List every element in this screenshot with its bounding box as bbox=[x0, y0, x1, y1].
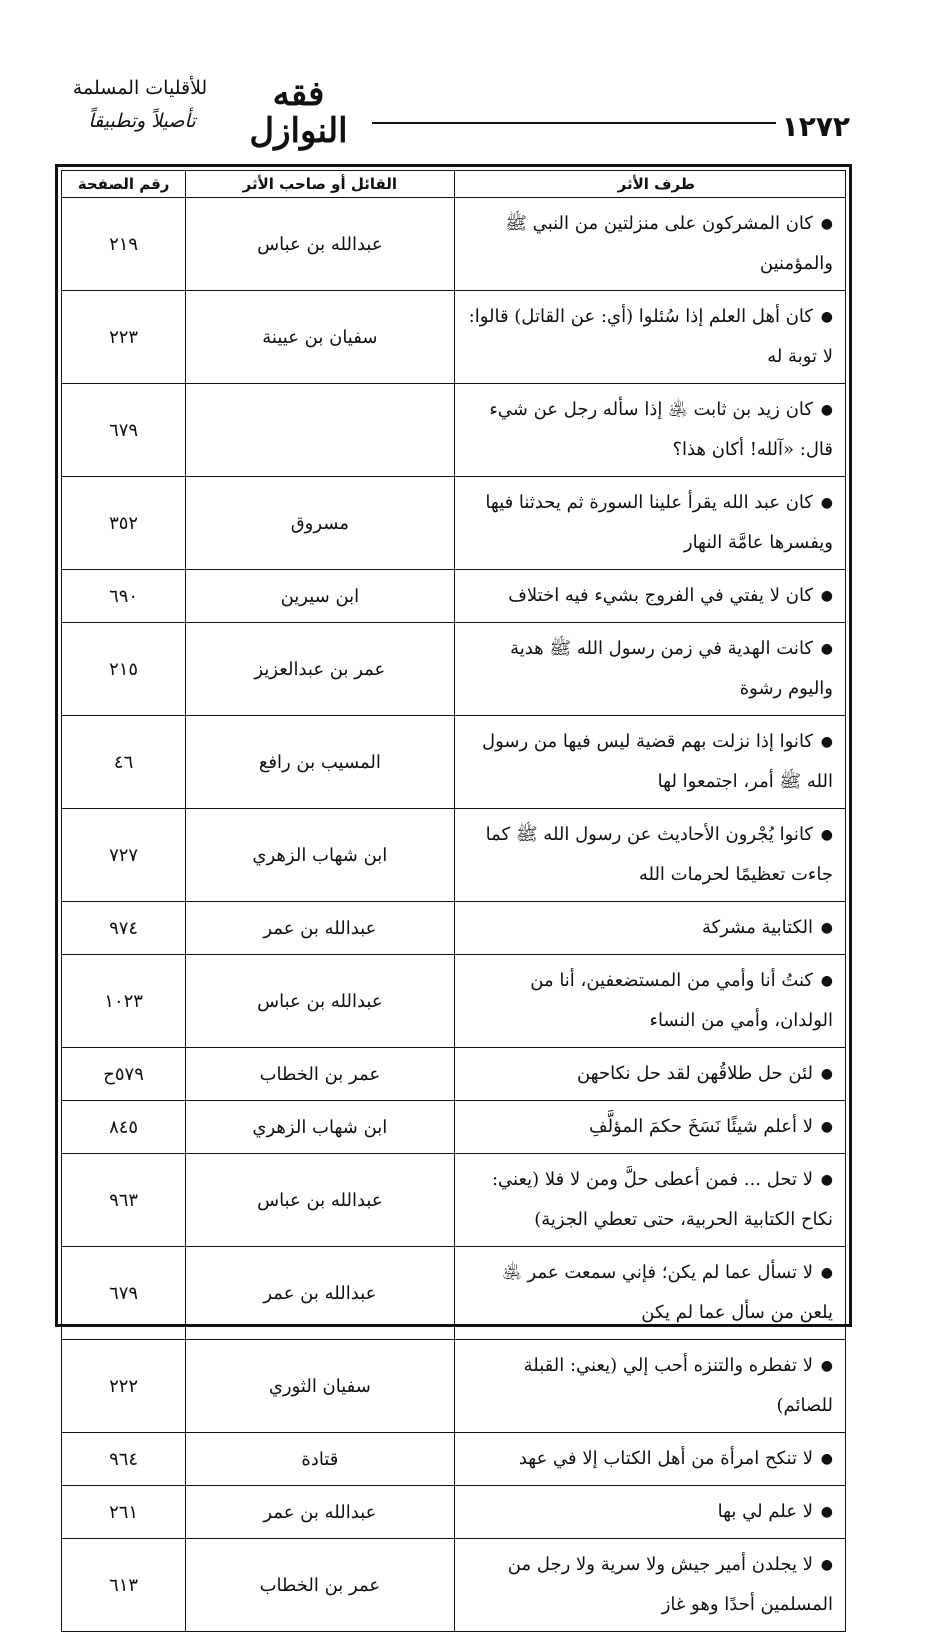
quote-text: كانت الهدية في زمن رسول الله ﷺ هدية واليوم رشوة bbox=[510, 638, 833, 699]
bullet-icon: ● bbox=[820, 1119, 833, 1135]
quote-text: كانوا يُجْرون الأحاديث عن رسول الله ﷺ كما جاءت تعظيمًا لحرمات الله bbox=[485, 824, 833, 885]
author-cell: عمر بن الخطاب bbox=[186, 1048, 454, 1101]
quote-cell bbox=[454, 1539, 845, 1632]
author-cell bbox=[186, 384, 454, 477]
author-cell: المسيب بن رافع bbox=[186, 716, 454, 809]
table-row bbox=[62, 1486, 846, 1539]
bullet-icon: ● bbox=[820, 920, 833, 936]
page-number-cell: ٣٥٢ bbox=[62, 477, 186, 570]
table-row bbox=[62, 809, 846, 902]
quote-text: لا تحل ... فمن أعطى حلَّ ومن لا فلا (يعني: نكاح الكتابية الحربية، حتى تعطي الجزية) bbox=[491, 1169, 833, 1230]
quote-cell bbox=[454, 291, 845, 384]
bullet-icon: ● bbox=[820, 1504, 833, 1520]
table-row bbox=[62, 955, 846, 1048]
table-row bbox=[62, 477, 846, 570]
quote-cell bbox=[454, 1101, 845, 1154]
quote-cell bbox=[454, 1340, 845, 1433]
bullet-icon: ● bbox=[820, 309, 833, 325]
table-row bbox=[62, 902, 846, 955]
table-row bbox=[62, 198, 846, 291]
author-cell: عبدالله بن عمر bbox=[186, 1486, 454, 1539]
book-subtitle: للأقليات المسلمة bbox=[72, 77, 208, 99]
page-number-cell: ١٠٢٣ bbox=[62, 955, 186, 1048]
quote-cell bbox=[454, 1048, 845, 1101]
column-header-author: القائل أو صاحب الأثر bbox=[186, 171, 454, 198]
table-row bbox=[62, 623, 846, 716]
header-rule bbox=[372, 122, 776, 124]
page-number-cell: ٥٧٩ح bbox=[62, 1048, 186, 1101]
quote-cell bbox=[454, 570, 845, 623]
quote-text: لا علم لي بها bbox=[717, 1501, 813, 1522]
table-row bbox=[62, 1048, 846, 1101]
table-row bbox=[62, 1539, 846, 1632]
table-row bbox=[62, 291, 846, 384]
bullet-icon: ● bbox=[820, 588, 833, 604]
bullet-icon: ● bbox=[820, 1172, 833, 1188]
index-table-frame bbox=[55, 164, 852, 1615]
quote-text: كان عبد الله يقرأ علينا السورة ثم يحدثنا فيها ويفسرها عامَّة النهار bbox=[485, 492, 833, 553]
author-cell: عمر بن الخطاب bbox=[186, 1539, 454, 1632]
table-row bbox=[62, 1340, 846, 1433]
quote-text: كان المشركون على منزلتين من النبي ﷺ والمؤمنين bbox=[505, 213, 833, 274]
index-table bbox=[61, 170, 846, 1632]
bullet-icon: ● bbox=[820, 641, 833, 657]
page-number-cell: ٢٢٣ bbox=[62, 291, 186, 384]
quote-text: كان زيد بن ثابت ﵁ إذا سأله رجل عن شيء قال: «آلله! أكان هذا؟ bbox=[489, 399, 833, 460]
author-cell: عمر بن عبدالعزيز bbox=[186, 623, 454, 716]
quote-cell bbox=[454, 477, 845, 570]
author-cell: سفيان بن عيينة bbox=[186, 291, 454, 384]
bullet-icon: ● bbox=[820, 402, 833, 418]
page-header bbox=[0, 70, 938, 150]
quote-cell bbox=[454, 1247, 845, 1340]
table-row bbox=[62, 384, 846, 477]
quote-text: كانوا إذا نزلت بهم قضية ليس فيها من رسول الله ﷺ أمر، اجتمعوا لها bbox=[481, 731, 833, 792]
quote-cell bbox=[454, 1433, 845, 1486]
quote-cell bbox=[454, 1486, 845, 1539]
page-number: ١٢٧٢ bbox=[781, 110, 850, 143]
author-cell: ابن شهاب الزهري bbox=[186, 1101, 454, 1154]
author-cell: عبدالله بن عمر bbox=[186, 902, 454, 955]
quote-cell bbox=[454, 384, 845, 477]
bullet-icon: ● bbox=[820, 1265, 833, 1281]
quote-text: لا تنكح امرأة من أهل الكتاب إلا في عهد bbox=[518, 1448, 813, 1469]
table-row bbox=[62, 570, 846, 623]
table-row bbox=[62, 1247, 846, 1340]
page-number-cell: ٩٦٣ bbox=[62, 1154, 186, 1247]
page-number-cell: ٢٢٢ bbox=[62, 1340, 186, 1433]
quote-text: لئن حل طلاقُهن لقد حل نكاحهن bbox=[576, 1063, 813, 1084]
table-header-row bbox=[62, 171, 846, 198]
book-tagline: تأصيلاً وتطبيقاً bbox=[88, 110, 196, 132]
page-number-cell: ٧٢٧ bbox=[62, 809, 186, 902]
table-row bbox=[62, 1101, 846, 1154]
quote-text: كان لا يفتي في الفروج بشيء فيه اختلاف bbox=[508, 585, 813, 606]
quote-text: كان أهل العلم إذا سُئلوا (أي: عن القاتل) قالوا: لا توبة له bbox=[468, 306, 833, 367]
author-cell: عبدالله بن عباس bbox=[186, 1154, 454, 1247]
page-number-cell: ٢١٩ bbox=[62, 198, 186, 291]
column-header-page: رقم الصفحة bbox=[62, 171, 186, 198]
quote-cell bbox=[454, 902, 845, 955]
table-row bbox=[62, 1433, 846, 1486]
quote-text: الكتابية مشركة bbox=[701, 917, 813, 938]
quote-cell bbox=[454, 1154, 845, 1247]
quote-cell bbox=[454, 809, 845, 902]
page-number-cell: ٩٦٤ bbox=[62, 1433, 186, 1486]
bullet-icon: ● bbox=[820, 1358, 833, 1374]
author-cell: ابن سيرين bbox=[186, 570, 454, 623]
page-number-cell: ٦٧٩ bbox=[62, 1247, 186, 1340]
column-header-text: طرف الأثر bbox=[454, 171, 845, 198]
page-number-cell: ٨٤٥ bbox=[62, 1101, 186, 1154]
quote-cell bbox=[454, 716, 845, 809]
bullet-icon: ● bbox=[820, 495, 833, 511]
bullet-icon: ● bbox=[820, 734, 833, 750]
page-number-cell: ٢٦١ bbox=[62, 1486, 186, 1539]
author-cell: عبدالله بن عباس bbox=[186, 198, 454, 291]
quote-cell bbox=[454, 198, 845, 291]
bullet-icon: ● bbox=[820, 216, 833, 232]
bullet-icon: ● bbox=[820, 973, 833, 989]
bullet-icon: ● bbox=[820, 827, 833, 843]
author-cell: عبدالله بن عمر bbox=[186, 1247, 454, 1340]
quote-text: لا أعلم شيئًا نَسَخَ حكمَ المؤلَّفِ bbox=[588, 1116, 813, 1137]
bullet-icon: ● bbox=[820, 1557, 833, 1573]
table-row bbox=[62, 1154, 846, 1247]
bullet-icon: ● bbox=[820, 1066, 833, 1082]
quote-text: لا يجلدن أمير جيش ولا سرية ولا رجل من المسلمين أحدًا وهو غاز bbox=[507, 1554, 833, 1615]
author-cell: قتادة bbox=[186, 1433, 454, 1486]
quote-text: لا تفطره والتنزه أحب إلي (يعني: القبلة للصائم) bbox=[523, 1355, 833, 1416]
table-row bbox=[62, 716, 846, 809]
page-number-cell: ٢١٥ bbox=[62, 623, 186, 716]
book-title: فقه النوازل bbox=[249, 74, 348, 152]
page-number-cell: ٦٧٩ bbox=[62, 384, 186, 477]
author-cell: مسروق bbox=[186, 477, 454, 570]
author-cell: سفيان الثوري bbox=[186, 1340, 454, 1433]
page-number-cell: ٦٩٠ bbox=[62, 570, 186, 623]
quote-cell bbox=[454, 623, 845, 716]
page-number-cell: ٦١٣ bbox=[62, 1539, 186, 1632]
bullet-icon: ● bbox=[820, 1451, 833, 1467]
page-number-cell: ٤٦ bbox=[62, 716, 186, 809]
quote-text: لا تسأل عما لم يكن؛ فإني سمعت عمر ﵁ يلعن من سأل عما لم يكن bbox=[502, 1262, 833, 1323]
quote-cell bbox=[454, 955, 845, 1048]
author-cell: عبدالله بن عباس bbox=[186, 955, 454, 1048]
quote-text: كنتُ أنا وأمي من المستضعفين، أنا من الولدان، وأمي من النساء bbox=[530, 970, 833, 1031]
author-cell: ابن شهاب الزهري bbox=[186, 809, 454, 902]
page-number-cell: ٩٧٤ bbox=[62, 902, 186, 955]
